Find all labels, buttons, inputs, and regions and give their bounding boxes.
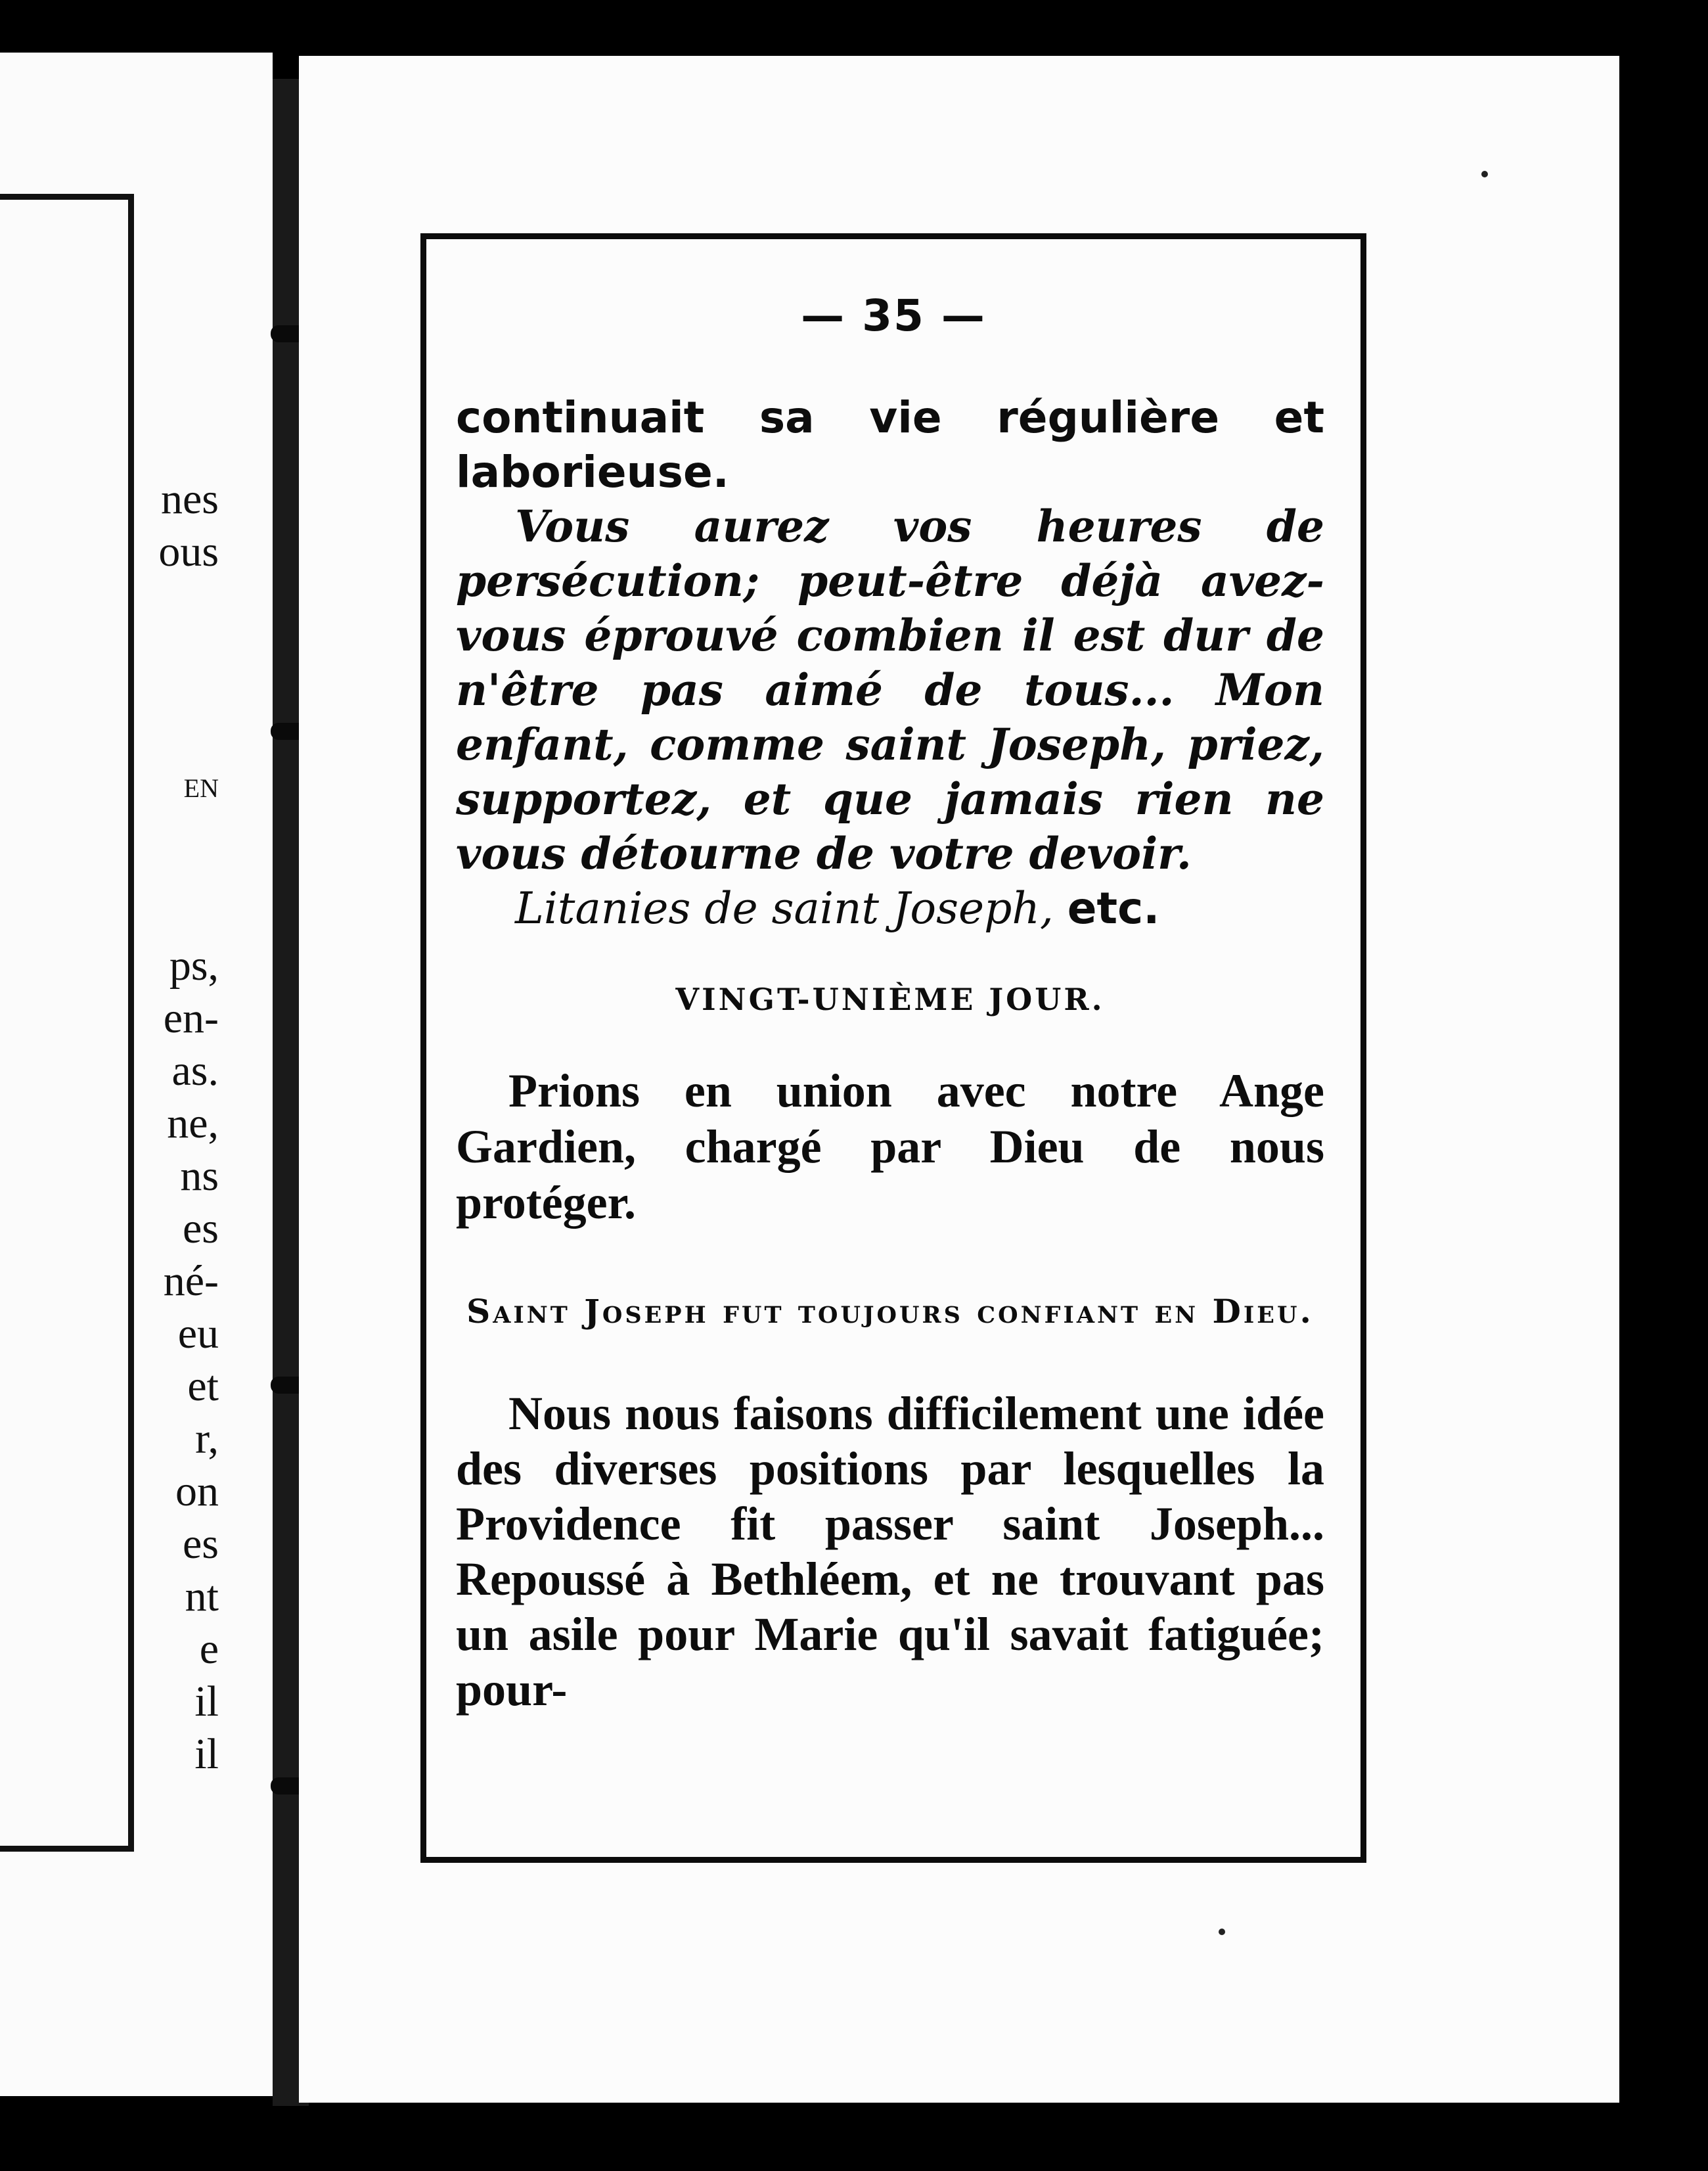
litanies-line	[456, 881, 1324, 936]
exhortation-paragraph: Vous aurez vos heures de persécution; peut-être déjà avez-vous éprouvé combien il est dur de n'être pas aimé de tous... Mon enfant, comme saint Joseph, priez, supportez, et que jamais rien ne vous détourne de votre devoir.	[456, 501, 1324, 879]
fragment: EN	[183, 773, 219, 803]
fragment: on	[175, 1467, 219, 1515]
previous-page	[0, 53, 273, 2096]
paragraph: Nous nous faisons difficilement une idée des diverses positions par lesquelles la Providence fit passer saint Joseph... Repoussé à Bethléem, et ne trouvant pas un asile pour Marie qu'il savait fatiguée; pour-	[456, 1387, 1324, 1716]
fragment: eu	[177, 1310, 219, 1358]
fragment: nt	[185, 1572, 219, 1620]
fragment: né-	[163, 1257, 219, 1305]
speck	[1481, 171, 1488, 177]
paragraph: continuait sa vie régulière et laborieuse.	[456, 392, 1324, 497]
fragment: es	[183, 1204, 219, 1252]
previous-page-frame	[0, 194, 134, 1852]
fragment: il	[194, 1678, 219, 1725]
section-heading: Saint Joseph fut toujours confiant en Dieu.	[466, 1292, 1314, 1331]
fragment: ne,	[167, 1099, 219, 1147]
page-number: — 35 —	[801, 290, 986, 341]
fragment: en-	[163, 994, 219, 1042]
day-heading: VINGT-UNIÈME JOUR.	[675, 982, 1105, 1017]
prayer-paragraph: Prions en union avec notre Ange Gardien, chargé par Dieu de nous protéger.	[456, 1064, 1324, 1229]
litanies-text: Litanies de saint Joseph,	[515, 883, 1054, 934]
fragment: e	[199, 1625, 219, 1673]
page-body	[456, 390, 1324, 1717]
fragment: ps,	[169, 942, 219, 990]
litanies-etc: etc.	[1067, 883, 1160, 934]
fragment: as.	[171, 1047, 219, 1095]
fragment: ns	[180, 1152, 219, 1200]
text-frame	[420, 233, 1366, 1863]
fragment: nes	[161, 475, 219, 523]
fragment: ous	[158, 528, 219, 576]
fragment: r,	[195, 1415, 219, 1463]
fragment: es	[183, 1520, 219, 1568]
fragment: il	[194, 1730, 219, 1778]
fragment: et	[187, 1362, 219, 1410]
speck	[1219, 1929, 1225, 1935]
